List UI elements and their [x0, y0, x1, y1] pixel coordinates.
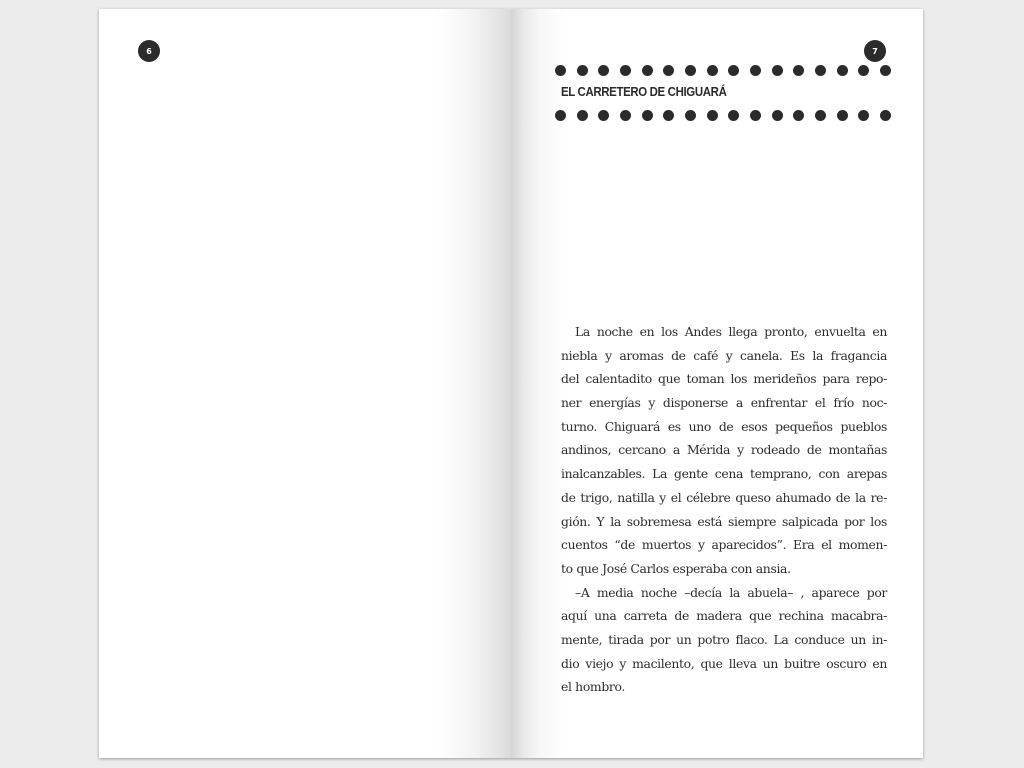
text-line: del calentadito que toman los merideños para repo- — [561, 371, 887, 387]
text-line: ner energías y disponerse a enfrentar el frío noc- — [561, 395, 887, 411]
text-line: to que José Carlos esperaba con ansia. — [561, 560, 791, 576]
body-text — [561, 320, 887, 699]
text-line: dio viejo y macilento, que lleva un buitre oscuro en — [561, 655, 887, 671]
text-line: turno. Chiguará es uno de esos pequeños pueblos — [561, 418, 887, 434]
book-spread — [99, 9, 923, 758]
text-line: niebla y aromas de café y canela. Es la fragancia — [561, 347, 887, 363]
decorative-dot-row-top — [555, 64, 891, 76]
page-number-badge: 7 — [864, 40, 886, 62]
text-line: –A media noche –decía la abuela– , aparece por — [575, 584, 887, 600]
text-line: aquí una carreta de madera que rechina macabra- — [561, 608, 887, 624]
decorative-dot-row-bottom — [555, 109, 891, 121]
text-line: gión. Y la sobremesa está siempre salpicada por los — [561, 513, 887, 529]
chapter-title: EL CARRETERO DE CHIGUARÁ — [561, 84, 727, 99]
text-line: inalcanzables. La gente cena temprano, con arepas — [561, 466, 887, 482]
text-line: mente, tirada por un potro flaco. La conduce un in- — [561, 631, 887, 647]
page-number-badge: 6 — [138, 40, 160, 62]
text-line: cuentos “de muertos y aparecidos”. Era el momen- — [561, 537, 887, 553]
text-line: de trigo, natilla y el célebre queso ahumado de la re- — [561, 489, 887, 505]
left-page[interactable] — [99, 9, 511, 758]
text-line: La noche en los Andes llega pronto, envuelta en — [575, 324, 887, 339]
text-line: andinos, cercano a Mérida y rodeado de montañas — [561, 442, 887, 458]
right-page[interactable] — [511, 9, 923, 758]
text-line: el hombro. — [561, 679, 625, 695]
